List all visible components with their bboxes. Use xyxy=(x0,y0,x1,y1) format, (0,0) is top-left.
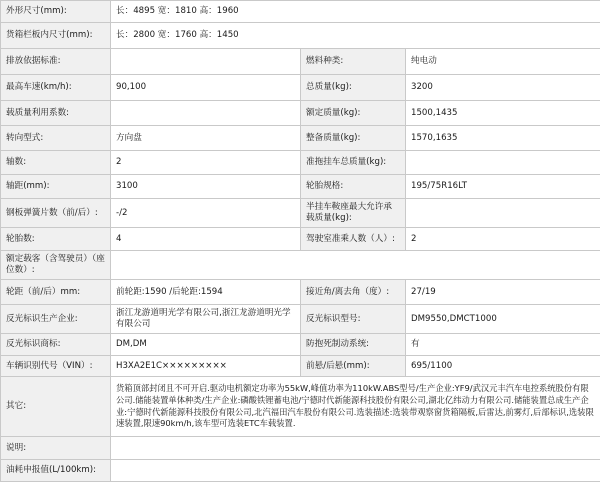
row-value: 纯电动 xyxy=(406,49,600,75)
row-value: H3XA2E1C××××××××× xyxy=(111,356,301,377)
row-value: DM9550,DMCT1000 xyxy=(406,305,600,334)
row-value: DM,DM xyxy=(111,334,301,356)
row-value xyxy=(406,199,600,228)
row-label: 额定载客（含驾驶员）（座位数）: xyxy=(1,251,111,280)
table-row xyxy=(1,23,600,49)
row-value: 货箱顶部封闭且不可开启.驱动电机额定功率为55kW,峰值功率为110kW.ABS型号/生产企业:YF9/武汉元丰汽车电控系统股份有限公司.储能装置单体种类/生产企业:磷酸铁锂蓄电池/宁德时代新能源科技股份有限公司,湖北亿纬动力有限公司.储能装置总成生产企业:宁德时代新能源科技股份有限公司,北汽福田汽车股份有限公司.选装描述:选装带观察窗货箱隔板,后雷达,前雾灯,后部标识,选装限速装置,限速90km/h,该车型可选装ETC车载装置. xyxy=(111,377,600,437)
row-value: 1570,1635 xyxy=(406,126,600,151)
row-value: 3200 xyxy=(406,75,600,101)
row-value: 长：4895 宽：1810 高：1960 xyxy=(111,1,600,23)
row-value: 195/75R16LT xyxy=(406,175,600,199)
table-row xyxy=(1,49,600,75)
row-label: 前悬/后悬(mm): xyxy=(301,356,406,377)
row-value xyxy=(111,251,600,280)
table-row xyxy=(1,377,600,437)
row-label: 钢板弹簧片数（前/后）: xyxy=(1,199,111,228)
row-value xyxy=(406,151,600,175)
row-label: 说明: xyxy=(1,437,111,460)
row-value: 27/19 xyxy=(406,280,600,305)
table-row xyxy=(1,199,600,228)
row-label: 轮胎数: xyxy=(1,228,111,251)
row-label: 驾驶室准乘人数（人）: xyxy=(301,228,406,251)
row-value: 90,100 xyxy=(111,75,301,101)
table-row xyxy=(1,1,600,23)
row-label: 轮距（前/后）mm: xyxy=(1,280,111,305)
row-value: 2 xyxy=(111,151,301,175)
row-label: 轮胎规格: xyxy=(301,175,406,199)
row-value xyxy=(111,437,600,460)
row-value: 1500,1435 xyxy=(406,101,600,126)
row-label: 总质量(kg): xyxy=(301,75,406,101)
row-value: 长：2800 宽：1760 高：1450 xyxy=(111,23,600,49)
row-value: -/2 xyxy=(111,199,301,228)
row-label: 反光标识商标: xyxy=(1,334,111,356)
row-label: 车辆识别代号（VIN）: xyxy=(1,356,111,377)
row-label: 整备质量(kg): xyxy=(301,126,406,151)
row-label: 准拖挂车总质量(kg): xyxy=(301,151,406,175)
table-row xyxy=(1,151,600,175)
table-row xyxy=(1,251,600,280)
row-label: 轴数: xyxy=(1,151,111,175)
row-value xyxy=(111,49,301,75)
row-value: 695/1100 xyxy=(406,356,600,377)
row-value: 2 xyxy=(406,228,600,251)
row-value xyxy=(111,101,301,126)
row-value xyxy=(111,460,600,482)
row-label: 载质量利用系数: xyxy=(1,101,111,126)
row-label: 货箱栏板内尺寸(mm): xyxy=(1,23,111,49)
table-row xyxy=(1,334,600,356)
table-row xyxy=(1,228,600,251)
table-row xyxy=(1,75,600,101)
row-label: 排放依据标准: xyxy=(1,49,111,75)
row-value: 4 xyxy=(111,228,301,251)
row-label: 半挂车鞍座最大允许承载质量(kg): xyxy=(301,199,406,228)
row-label: 其它: xyxy=(1,377,111,437)
table-row xyxy=(1,101,600,126)
table-row xyxy=(1,460,600,482)
row-value: 浙江龙游道明光学有限公司,浙江龙游道明光学有限公司 xyxy=(111,305,301,334)
row-value: 方向盘 xyxy=(111,126,301,151)
row-label: 燃料种类: xyxy=(301,49,406,75)
row-label: 最高车速(km/h): xyxy=(1,75,111,101)
row-value: 有 xyxy=(406,334,600,356)
row-label: 外形尺寸(mm): xyxy=(1,1,111,23)
table-row xyxy=(1,356,600,377)
row-label: 额定质量(kg): xyxy=(301,101,406,126)
row-label: 反光标识生产企业: xyxy=(1,305,111,334)
row-label: 轴距(mm): xyxy=(1,175,111,199)
table-row xyxy=(1,175,600,199)
table-row xyxy=(1,437,600,460)
row-label: 接近角/离去角（度）: xyxy=(301,280,406,305)
table-row xyxy=(1,305,600,334)
row-value: 前轮距:1590 /后轮距:1594 xyxy=(111,280,301,305)
row-label: 反光标识型号: xyxy=(301,305,406,334)
row-label: 转向型式: xyxy=(1,126,111,151)
row-value: 3100 xyxy=(111,175,301,199)
row-label: 防抱死制动系统: xyxy=(301,334,406,356)
table-row xyxy=(1,126,600,151)
table-row xyxy=(1,280,600,305)
row-label: 油耗申报值(L/100km): xyxy=(1,460,111,482)
